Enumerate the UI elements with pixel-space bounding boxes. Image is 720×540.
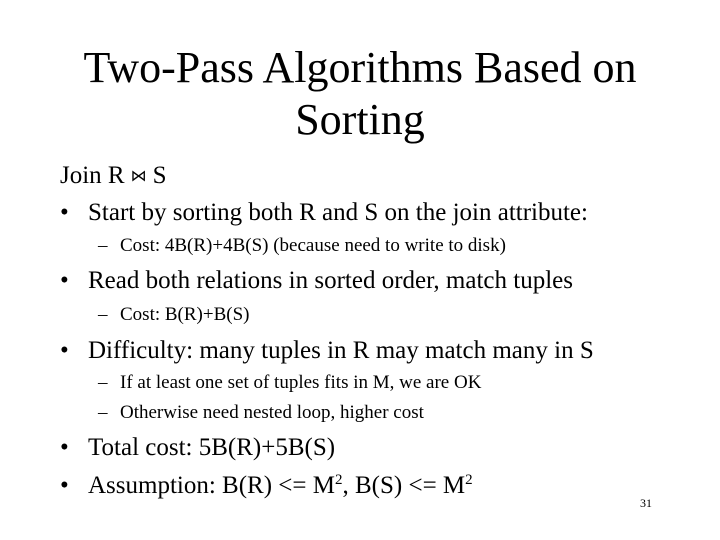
sub-bullet-nested-loop (98, 400, 424, 426)
sub-bullet-sort-cost (98, 233, 506, 259)
join-prefix: Join R (60, 162, 125, 189)
bullet-text: Read both relations in sorted order, match tuples (88, 267, 573, 294)
slide-title (60, 42, 660, 146)
bullet-difficulty (60, 335, 594, 367)
sub-bullet-text: Cost: 4B(R)+4B(S) (because need to write to disk) (120, 235, 506, 256)
sub-bullet-marker: – (98, 304, 108, 325)
bullet-text: Total cost: 5B(R)+5B(S) (88, 434, 336, 461)
sub-bullet-marker: – (98, 402, 108, 423)
sub-bullet-read-cost (98, 302, 249, 328)
bullet-marker: • (60, 337, 69, 364)
join-symbol: ⋈ (130, 168, 147, 185)
bullet-total-cost (60, 432, 335, 464)
sub-bullet-text: Otherwise need nested loop, higher cost (120, 402, 424, 423)
sub-bullet-marker: – (98, 235, 108, 256)
bullet-text: Difficulty: many tuples in R may match many in S (88, 337, 594, 364)
assumption-text-2: , B(S) <= M (342, 472, 466, 499)
bullet-marker: • (60, 434, 69, 461)
bullet-marker: • (60, 199, 69, 226)
sub-bullet-text: If at least one set of tuples fits in M, we are OK (120, 372, 482, 393)
assumption-text-1: Assumption: B(R) <= M (88, 472, 335, 499)
bullet-assumption (60, 470, 473, 502)
bullet-text: Start by sorting both R and S on the join attribute: (88, 199, 588, 226)
assumption-superscript-2: 2 (465, 472, 473, 488)
bullet-sort-both (60, 197, 588, 229)
assumption-superscript-1: 2 (334, 472, 343, 488)
join-heading (60, 160, 167, 193)
sub-bullet-marker: – (98, 372, 108, 393)
sub-bullet-fits-in-m (98, 370, 481, 396)
slide-title-line-2: Sorting (295, 95, 425, 144)
slide-title-line-1: Two-Pass Algorithms Based on (83, 43, 637, 92)
bullet-marker: • (60, 267, 69, 294)
bullet-marker: • (60, 472, 69, 499)
sub-bullet-text: Cost: B(R)+B(S) (120, 304, 250, 325)
bullet-read-match (60, 265, 573, 297)
join-suffix: S (152, 162, 167, 189)
page-number: 31 (640, 496, 652, 510)
